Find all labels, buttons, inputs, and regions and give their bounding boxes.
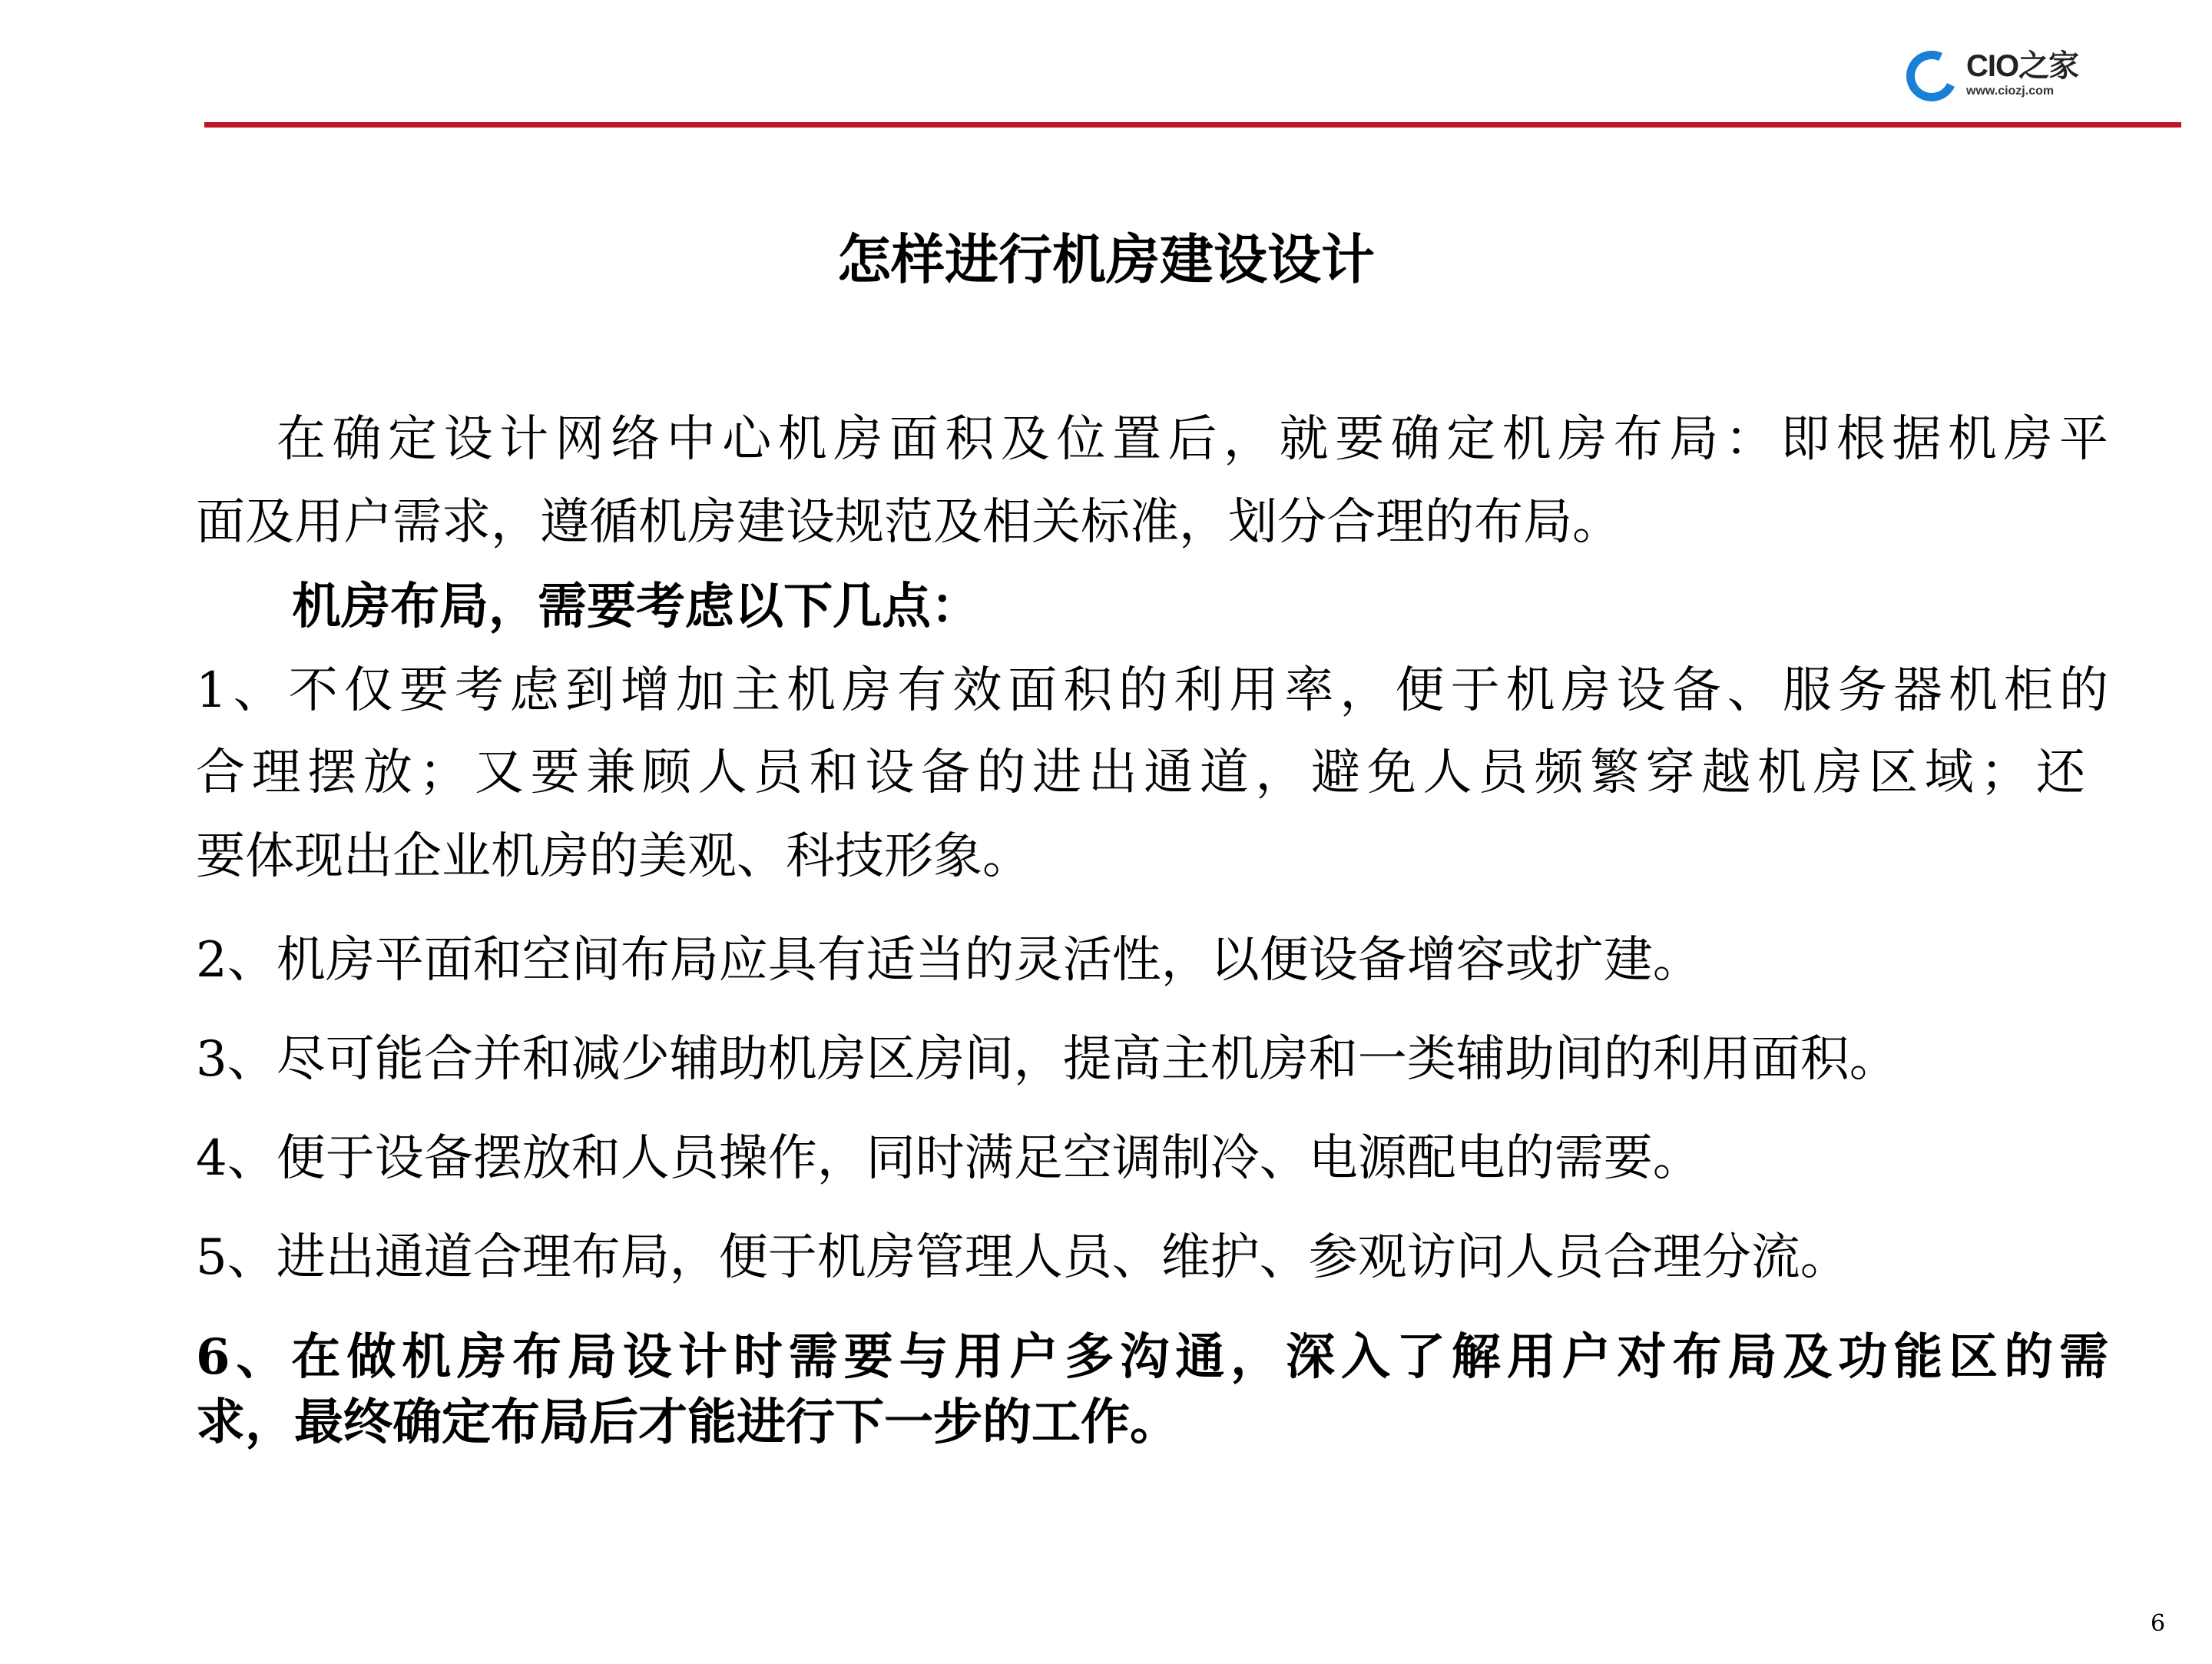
logo-ring-icon bbox=[1899, 44, 1965, 109]
point-2: 2、机房平面和空间布局应具有适当的灵活性，以便设备增容或扩建。 bbox=[196, 932, 1702, 989]
point-4: 4、便于设备摆放和人员操作，同时满足空调制冷、电源配电的需要。 bbox=[196, 1130, 1702, 1187]
intro-line-1: 在确定设计网络中心机房面积及位置后，就要确定机房布局：即根据机房平 bbox=[276, 411, 2108, 468]
point-6-line-2: 求，最终确定布局后才能进行下一步的工作。 bbox=[196, 1394, 1179, 1451]
cio-logo bbox=[1903, 45, 2088, 106]
subheading: 机房布局，需要考虑以下几点： bbox=[292, 578, 980, 635]
point-6-line-1: 6、在做机房布局设计时需要与用户多沟通，深入了解用户对布局及功能区的需 bbox=[196, 1328, 2108, 1386]
intro-line-2: 面及用户需求，遵循机房建设规范及相关标准，划分合理的布局。 bbox=[196, 494, 1621, 551]
slide-title: 怎样进行机房建设设计 bbox=[837, 227, 1375, 291]
point-3: 3、尽可能合并和减少辅助机房区房间，提高主机房和一类辅助间的利用面积。 bbox=[196, 1031, 1899, 1088]
point-1-line-2: 合理摆放；又要兼顾人员和设备的进出通道，避免人员频繁穿越机房区域；还 bbox=[196, 744, 2085, 801]
point-1-line-1: 1、不仅要考虑到增加主机房有效面积的利用率，便于机房设备、服务器机柜的 bbox=[196, 662, 2108, 719]
page-number: 6 bbox=[2151, 1610, 2166, 1637]
logo-url: www.ciozj.com bbox=[1966, 85, 2055, 98]
logo-name: CIO之家 bbox=[1966, 49, 2079, 83]
point-1-line-3: 要体现出企业机房的美观、科技形象。 bbox=[196, 828, 1031, 885]
header-divider bbox=[204, 122, 2181, 128]
point-5: 5、进出通道合理布局，便于机房管理人员、维护、参观访问人员合理分流。 bbox=[196, 1229, 1849, 1286]
